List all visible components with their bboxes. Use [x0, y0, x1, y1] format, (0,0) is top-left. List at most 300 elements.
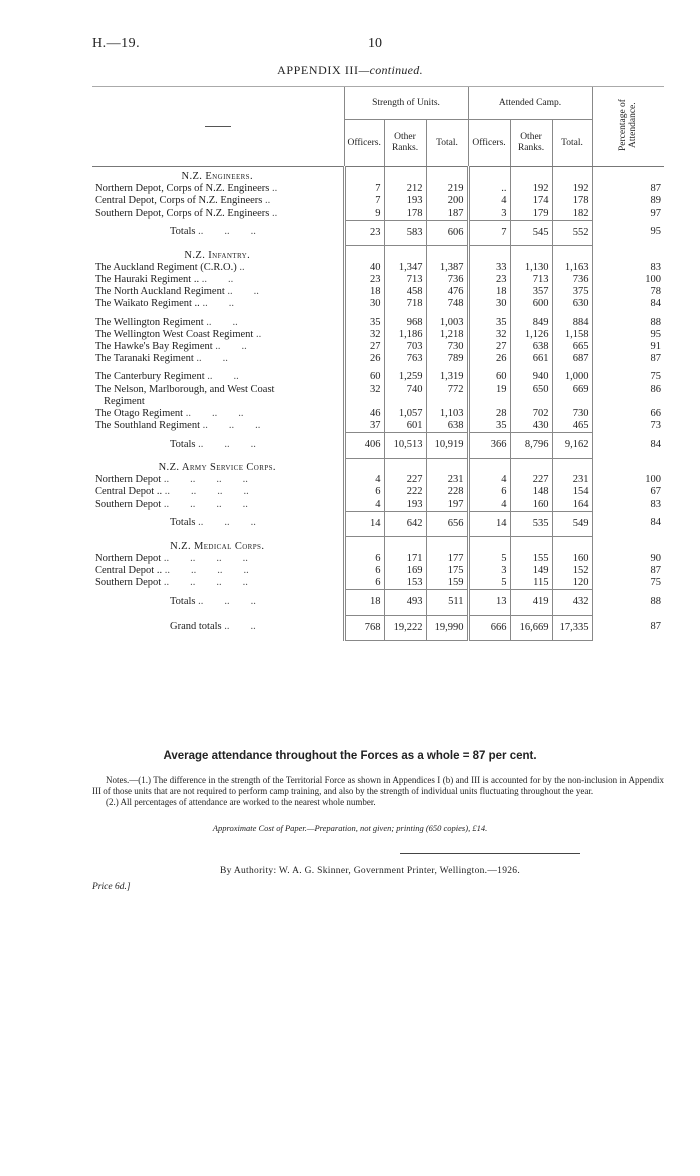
row-label — [92, 317, 344, 329]
row-label — [92, 420, 344, 433]
strength-other-ranks-cell: 968 — [384, 317, 426, 329]
table-row — [92, 553, 664, 565]
strength-total-cell: 19,990 — [426, 615, 468, 640]
page-number: 10 — [368, 36, 382, 51]
leader-dots: .. .. — [224, 621, 256, 633]
attended-other-ranks-cell: 155 — [510, 553, 552, 565]
row-label — [92, 183, 344, 195]
attended-total-cell: 154 — [552, 486, 592, 498]
leader-dots: .. .. .. .. — [163, 474, 248, 486]
percentage-cell: 83 — [592, 499, 664, 512]
blank-cell — [344, 537, 384, 553]
blank-cell — [592, 458, 664, 474]
attended-officers-cell: 35 — [468, 317, 510, 329]
document-code: H.—19. — [92, 36, 141, 51]
blank-cell — [344, 246, 384, 262]
attended-other-ranks-cell: 638 — [510, 341, 552, 353]
attended-officers-cell: 4 — [468, 195, 510, 207]
table-body — [92, 167, 664, 641]
percentage-header: Percentage of Attendance. — [592, 87, 664, 167]
percentage-cell: 83 — [592, 262, 664, 274]
strength-total-cell: 1,003 — [426, 317, 468, 329]
attended-officers-cell: 3 — [468, 208, 510, 221]
percentage-cell: 73 — [592, 420, 664, 433]
divider-rule — [400, 853, 580, 854]
attended-officers-cell: 27 — [468, 341, 510, 353]
attended-total-cell: 192 — [552, 183, 592, 195]
table-row — [92, 384, 664, 396]
table-row — [92, 486, 664, 498]
percentage-cell: 67 — [592, 486, 664, 498]
attended-total-cell: 884 — [552, 317, 592, 329]
attended-officers-cell: 7 — [468, 220, 510, 245]
attended-officers-cell: 5 — [468, 577, 510, 590]
percentage-cell: 84 — [592, 298, 664, 310]
leader-dots: .. .. .. .. — [164, 564, 249, 576]
section-heading-row — [92, 167, 664, 184]
attended-officers-cell: 18 — [468, 286, 510, 298]
percentage-cell: 84 — [592, 433, 664, 458]
percentage-cell: 88 — [592, 590, 664, 615]
strength-officers-cell: 7 — [344, 195, 384, 207]
strength-other-ranks-cell: 193 — [384, 499, 426, 512]
row-label-text: Northern Depot, Corps of N.Z. Engineers — [95, 183, 270, 195]
blank-cell — [426, 246, 468, 262]
price-label: Price 6d.] — [92, 882, 131, 892]
strength-total-cell: 789 — [426, 353, 468, 365]
attended-total-cell: 669 — [552, 384, 592, 396]
row-label-text: The Taranaki Regiment — [95, 353, 194, 365]
strength-total-cell: 656 — [426, 511, 468, 536]
attended-total-header: Total. — [552, 120, 592, 167]
row-label-text: Central Depot, Corps of N.Z. Engineers — [95, 195, 263, 207]
row-label — [92, 499, 344, 512]
row-label-text: The Hauraki Regiment .. — [95, 273, 200, 285]
attended-total-cell — [552, 396, 592, 408]
strength-total-cell: 638 — [426, 420, 468, 433]
attended-officers-cell: 6 — [468, 486, 510, 498]
attended-total-cell: 164 — [552, 499, 592, 512]
attended-total-cell: 1,163 — [552, 262, 592, 274]
strength-total-cell: 187 — [426, 208, 468, 221]
strength-other-ranks-cell: 458 — [384, 286, 426, 298]
strength-officers-cell: 9 — [344, 208, 384, 221]
blank-cell — [468, 246, 510, 262]
attended-other-ranks-cell: 148 — [510, 486, 552, 498]
table-row — [92, 371, 664, 383]
leader-dots: .. .. .. — [202, 420, 261, 432]
blank-cell — [468, 167, 510, 184]
strength-officers-cell: 23 — [344, 220, 384, 245]
row-label-text: Totals — [170, 226, 196, 238]
attended-officers-header: Officers. — [468, 120, 510, 167]
strength-officers-cell: 35 — [344, 317, 384, 329]
attended-other-ranks-header: Other Ranks. — [510, 120, 552, 167]
note-1: Notes.—(1.) The difference in the strength of the Territorial Force as shown in Appendices I (b) and III is accounted for by the non-inclusion in Appendix III of those units that are not required to perform camp training, and also by the strength of individual units fluctuating throughout the year. — [92, 775, 664, 796]
row-label-text: The North Auckland Regiment — [95, 286, 225, 298]
attended-total-cell: 9,162 — [552, 433, 592, 458]
percentage-cell: 78 — [592, 286, 664, 298]
attended-total-cell: 160 — [552, 553, 592, 565]
percentage-cell: 87 — [592, 353, 664, 365]
table-row — [92, 208, 664, 221]
row-label-text: Totals — [170, 517, 196, 529]
attended-other-ranks-cell: 940 — [510, 371, 552, 383]
row-label-text: Central Depot .. — [95, 486, 163, 498]
percentage-cell: 84 — [592, 511, 664, 536]
percentage-cell: 75 — [592, 577, 664, 590]
table-row — [92, 195, 664, 207]
percentage-cell: 87 — [592, 183, 664, 195]
strength-other-ranks-cell: 178 — [384, 208, 426, 221]
percentage-cell: 86 — [592, 384, 664, 396]
totals-row — [92, 433, 664, 458]
totals-row — [92, 220, 664, 245]
attended-total-cell: 375 — [552, 286, 592, 298]
attended-officers-cell: 23 — [468, 274, 510, 286]
row-label-text: The Nelson, Marlborough, and West Coast — [95, 383, 275, 395]
totals-label — [92, 511, 344, 536]
attended-other-ranks-cell: 430 — [510, 420, 552, 433]
leader-dots: .. .. — [215, 340, 247, 352]
strength-total-cell: 159 — [426, 577, 468, 590]
appendix-title-main: APPENDIX III — [277, 63, 359, 77]
attended-officers-cell: 28 — [468, 408, 510, 420]
table-row — [92, 499, 664, 512]
attended-other-ranks-cell: 357 — [510, 286, 552, 298]
authority-line: By Authority: W. A. G. Skinner, Government Printer, Wellington.—1926. — [219, 866, 521, 876]
row-label — [92, 208, 344, 221]
attended-other-ranks-cell: 179 — [510, 208, 552, 221]
attended-other-ranks-cell: 713 — [510, 274, 552, 286]
strength-officers-cell: 14 — [344, 511, 384, 536]
table-row — [92, 262, 664, 274]
attended-total-cell: 730 — [552, 408, 592, 420]
leader-dots: .. .. .. .. — [164, 486, 249, 498]
strength-officers-cell: 32 — [344, 329, 384, 341]
row-label — [92, 553, 344, 565]
attended-officers-cell: 4 — [468, 474, 510, 486]
attended-officers-cell: 33 — [468, 262, 510, 274]
attended-total-cell: 152 — [552, 565, 592, 577]
blank-cell — [552, 246, 592, 262]
strength-officers-cell: 4 — [344, 474, 384, 486]
totals-row — [92, 590, 664, 615]
leader-dots: .. — [239, 261, 245, 273]
row-label-text: The Wellington Regiment — [95, 316, 204, 328]
strength-total-cell: 606 — [426, 220, 468, 245]
table-row — [92, 183, 664, 195]
table-row — [92, 329, 664, 341]
strength-total-cell: 231 — [426, 474, 468, 486]
row-label — [92, 577, 344, 590]
strength-total-cell: 1,103 — [426, 408, 468, 420]
strength-officers-cell: 37 — [344, 420, 384, 433]
blank-cell — [592, 246, 664, 262]
attended-officers-cell: 19 — [468, 384, 510, 396]
table-row — [92, 286, 664, 298]
row-label — [92, 474, 344, 486]
strength-officers-cell: 40 — [344, 262, 384, 274]
row-label-text: Central Depot .. — [95, 564, 163, 576]
leader-dots: .. — [255, 328, 262, 340]
table-row — [92, 577, 664, 590]
attended-total-cell: 120 — [552, 577, 592, 590]
strength-officers-cell: 27 — [344, 341, 384, 353]
percentage-cell — [592, 396, 664, 408]
row-label — [92, 371, 344, 383]
blank-cell — [426, 167, 468, 184]
attended-other-ranks-cell: 227 — [510, 474, 552, 486]
attended-total-cell: 630 — [552, 298, 592, 310]
percentage-cell: 89 — [592, 195, 664, 207]
strength-other-ranks-cell: 642 — [384, 511, 426, 536]
label-column-header — [92, 87, 344, 167]
attended-officers-cell: 366 — [468, 433, 510, 458]
blank-cell — [344, 458, 384, 474]
attended-other-ranks-cell: 174 — [510, 195, 552, 207]
strength-other-ranks-cell: 1,347 — [384, 262, 426, 274]
blank-cell — [384, 537, 426, 553]
row-label-text: The Canterbury Regiment — [95, 371, 205, 383]
totals-label — [92, 615, 344, 640]
percentage-cell: 100 — [592, 274, 664, 286]
leader-dots: .. .. .. — [198, 517, 256, 529]
attendance-table — [92, 86, 664, 641]
strength-other-ranks-cell: 763 — [384, 353, 426, 365]
table-row — [92, 317, 664, 329]
strength-officers-cell: 26 — [344, 353, 384, 365]
strength-total-cell: 175 — [426, 565, 468, 577]
attended-total-cell: 736 — [552, 274, 592, 286]
percentage-cell: 95 — [592, 220, 664, 245]
attended-total-cell: 182 — [552, 208, 592, 221]
strength-total-cell: 219 — [426, 183, 468, 195]
attended-other-ranks-cell: 661 — [510, 353, 552, 365]
strength-other-ranks-header: Other Ranks. — [384, 120, 426, 167]
row-label-text: Northern Depot — [95, 474, 162, 486]
row-label-text: The Hawke's Bay Regiment — [95, 340, 213, 352]
percentage-cell: 95 — [592, 329, 664, 341]
strength-other-ranks-cell: 713 — [384, 274, 426, 286]
section-heading-row — [92, 537, 664, 553]
strength-officers-cell: 23 — [344, 274, 384, 286]
strength-other-ranks-cell: 222 — [384, 486, 426, 498]
leader-dots: .. .. — [201, 273, 234, 285]
row-label-text: Southern Depot, Corps of N.Z. Engineers — [95, 207, 270, 219]
strength-other-ranks-cell: 171 — [384, 553, 426, 565]
row-label — [92, 298, 344, 310]
blank-cell — [384, 458, 426, 474]
attended-officers-cell: 13 — [468, 590, 510, 615]
attended-other-ranks-cell: 1,130 — [510, 262, 552, 274]
table-row — [92, 396, 664, 408]
leader-dots: .. .. .. — [198, 438, 256, 450]
strength-officers-cell: 60 — [344, 371, 384, 383]
totals-row — [92, 511, 664, 536]
blank-cell — [426, 537, 468, 553]
strength-other-ranks-cell: 718 — [384, 298, 426, 310]
strength-other-ranks-cell: 583 — [384, 220, 426, 245]
row-label-text: Northern Depot — [95, 552, 162, 564]
percentage-cell: 91 — [592, 341, 664, 353]
row-label — [92, 274, 344, 286]
attended-officers-cell: 14 — [468, 511, 510, 536]
strength-officers-cell: 18 — [344, 590, 384, 615]
row-label — [92, 341, 344, 353]
strength-other-ranks-cell: 227 — [384, 474, 426, 486]
totals-label — [92, 220, 344, 245]
leader-dots: .. .. .. — [198, 595, 256, 607]
section-title: N.Z. Engineers. — [181, 171, 254, 182]
attended-other-ranks-cell: 192 — [510, 183, 552, 195]
attended-officers-cell: .. — [468, 183, 510, 195]
table-row — [92, 298, 664, 310]
attended-other-ranks-cell — [510, 396, 552, 408]
strength-total-cell: 197 — [426, 499, 468, 512]
blank-cell — [426, 458, 468, 474]
blank-cell — [552, 537, 592, 553]
attended-other-ranks-cell: 115 — [510, 577, 552, 590]
attended-officers-cell: 60 — [468, 371, 510, 383]
row-label-text: Regiment — [104, 395, 145, 407]
table-row — [92, 474, 664, 486]
strength-total-cell: 730 — [426, 341, 468, 353]
strength-group-header: Strength of Units. — [344, 87, 468, 120]
attended-officers-cell: 666 — [468, 615, 510, 640]
attended-total-cell: 687 — [552, 353, 592, 365]
attended-total-cell: 665 — [552, 341, 592, 353]
attended-other-ranks-cell: 1,126 — [510, 329, 552, 341]
attended-officers-cell — [468, 396, 510, 408]
attended-total-cell: 231 — [552, 474, 592, 486]
strength-other-ranks-cell: 1,057 — [384, 408, 426, 420]
strength-other-ranks-cell: 19,222 — [384, 615, 426, 640]
percentage-cell: 75 — [592, 371, 664, 383]
strength-total-cell: 476 — [426, 286, 468, 298]
percentage-cell: 66 — [592, 408, 664, 420]
row-label — [92, 486, 344, 498]
cost-of-paper-line: Approximate Cost of Paper.—Preparation, not given; printing (650 copies), £14. — [212, 823, 488, 833]
table-row — [92, 353, 664, 365]
leader-dots: .. .. .. .. — [163, 577, 248, 589]
row-label-text: The Auckland Regiment (C.R.O.) — [95, 261, 237, 273]
attended-officers-cell: 30 — [468, 298, 510, 310]
average-attendance-line: Average attendance throughout the Forces as a whole = 87 per cent. — [163, 750, 537, 762]
attended-officers-cell: 35 — [468, 420, 510, 433]
strength-officers-cell: 406 — [344, 433, 384, 458]
section-title: N.Z. Infantry. — [184, 249, 251, 261]
attended-officers-cell: 32 — [468, 329, 510, 341]
attended-total-cell: 17,335 — [552, 615, 592, 640]
strength-other-ranks-cell: 493 — [384, 590, 426, 615]
leader-dots: .. .. — [207, 371, 239, 383]
attended-total-cell: 552 — [552, 220, 592, 245]
attended-total-cell: 178 — [552, 195, 592, 207]
leader-dots: .. .. — [227, 286, 259, 298]
strength-total-cell: 1,387 — [426, 262, 468, 274]
section-heading-row — [92, 246, 664, 262]
attended-officers-cell: 5 — [468, 553, 510, 565]
table-row — [92, 420, 664, 433]
strength-other-ranks-cell — [384, 396, 426, 408]
strength-officers-cell: 30 — [344, 298, 384, 310]
totals-label — [92, 590, 344, 615]
row-label — [92, 565, 344, 577]
strength-officers-header: Officers. — [344, 120, 384, 167]
attended-other-ranks-cell: 650 — [510, 384, 552, 396]
strength-other-ranks-cell: 193 — [384, 195, 426, 207]
blank-cell — [510, 458, 552, 474]
attended-total-cell: 1,000 — [552, 371, 592, 383]
blank-cell — [384, 246, 426, 262]
row-label — [92, 384, 344, 396]
section-title: N.Z. Army Service Corps. — [158, 462, 276, 474]
blank-cell — [468, 537, 510, 553]
percentage-cell: 87 — [592, 615, 664, 640]
row-label-text: Southern Depot — [95, 498, 162, 510]
row-label — [92, 329, 344, 341]
appendix-title-suffix: —continued. — [358, 63, 423, 77]
strength-other-ranks-cell: 703 — [384, 341, 426, 353]
attended-officers-cell: 3 — [468, 565, 510, 577]
strength-officers-cell: 7 — [344, 183, 384, 195]
blank-cell — [384, 167, 426, 184]
row-label — [92, 408, 344, 420]
strength-officers-cell: 6 — [344, 553, 384, 565]
attended-other-ranks-cell: 16,669 — [510, 615, 552, 640]
blank-cell — [510, 537, 552, 553]
strength-officers-cell: 6 — [344, 577, 384, 590]
strength-other-ranks-cell: 153 — [384, 577, 426, 590]
strength-officers-cell: 768 — [344, 615, 384, 640]
note-2: (2.) All percentages of attendance are worked to the nearest whole number. — [106, 797, 376, 807]
blank-cell — [552, 458, 592, 474]
table-row — [92, 341, 664, 353]
attended-officers-cell: 26 — [468, 353, 510, 365]
row-label — [92, 396, 344, 408]
strength-total-cell — [426, 396, 468, 408]
attended-other-ranks-cell: 600 — [510, 298, 552, 310]
row-label-text: Southern Depot — [95, 577, 162, 589]
row-label-text: The Waikato Regiment .. — [95, 298, 200, 310]
attended-other-ranks-cell: 8,796 — [510, 433, 552, 458]
row-label — [92, 353, 344, 365]
strength-officers-cell: 4 — [344, 499, 384, 512]
strength-total-cell: 748 — [426, 298, 468, 310]
strength-total-header: Total. — [426, 120, 468, 167]
attended-other-ranks-cell: 849 — [510, 317, 552, 329]
strength-other-ranks-cell: 1,186 — [384, 329, 426, 341]
strength-officers-cell: 6 — [344, 565, 384, 577]
leader-dots: .. — [265, 195, 271, 207]
leader-dots: .. .. — [202, 298, 234, 310]
leader-dots: .. .. .. — [198, 226, 256, 238]
strength-other-ranks-cell: 601 — [384, 420, 426, 433]
strength-total-cell: 200 — [426, 195, 468, 207]
strength-total-cell: 177 — [426, 553, 468, 565]
strength-other-ranks-cell: 1,259 — [384, 371, 426, 383]
percentage-cell: 90 — [592, 553, 664, 565]
leader-dots: .. .. .. .. — [163, 552, 248, 564]
row-label-text: Totals — [170, 438, 196, 450]
attended-other-ranks-cell: 149 — [510, 565, 552, 577]
leader-dots: .. .. .. .. — [163, 498, 248, 510]
leader-dots: .. — [272, 183, 278, 195]
row-label-text: The Southland Regiment — [95, 420, 200, 432]
row-label — [92, 286, 344, 298]
strength-total-cell: 1,319 — [426, 371, 468, 383]
